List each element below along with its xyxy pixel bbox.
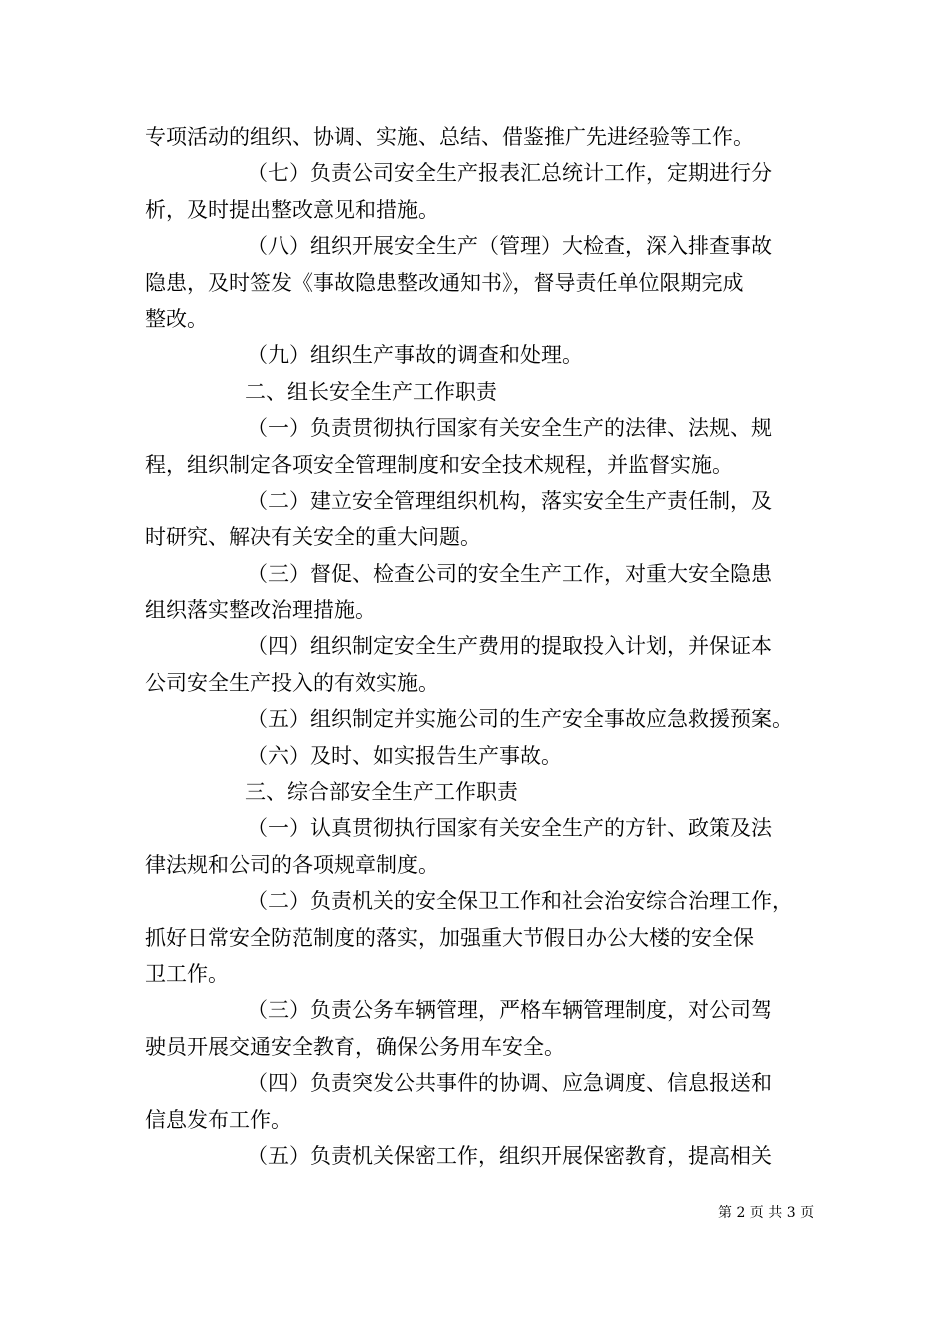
text-line: 三、综合部安全生产工作职责 <box>245 780 518 805</box>
text-line: （一）认真贯彻执行国家有关安全生产的方针、政策及法 <box>247 816 772 841</box>
text-line: （八）组织开展安全生产（管理）大检查，深入排查事故 <box>247 234 772 259</box>
text-line: 驶员开展交通安全教育，确保公务用车安全。 <box>145 1034 565 1059</box>
text-line: 抓好日常安全防范制度的落实，加强重大节假日办公大楼的安全保 <box>145 925 754 950</box>
page-number-footer: 第 2 页 共 3 页 <box>718 1205 815 1221</box>
text-line: 律法规和公司的各项规章制度。 <box>145 852 439 877</box>
text-line: 二、组长安全生产工作职责 <box>245 379 497 404</box>
text-line: 时研究、解决有关安全的重大问题。 <box>145 525 481 550</box>
text-line: （五）负责机关保密工作，组织开展保密教育，提高相关 <box>247 1143 772 1168</box>
text-line: 组织落实整改治理措施。 <box>145 598 376 623</box>
text-line: （四）组织制定安全生产费用的提取投入计划，并保证本 <box>247 634 772 659</box>
text-line: 程，组织制定各项安全管理制度和安全技术规程，并监督实施。 <box>145 452 733 477</box>
text-line: （六）及时、如实报告生产事故。 <box>247 743 562 768</box>
text-line: 信息发布工作。 <box>145 1107 292 1132</box>
text-line: （九）组织生产事故的调查和处理。 <box>247 343 583 368</box>
text-line: 整改。 <box>145 306 208 331</box>
text-line: （二）建立安全管理组织机构，落实安全生产责任制，及 <box>247 488 772 513</box>
text-line: （五）组织制定并实施公司的生产安全事故应急救援预案。 <box>247 707 793 732</box>
text-line: （三）负责公务车辆管理，严格车辆管理制度，对公司驾 <box>247 998 772 1023</box>
text-line: （三）督促、检查公司的安全生产工作，对重大安全隐患 <box>247 561 772 586</box>
text-line: （七）负责公司安全生产报表汇总统计工作，定期进行分 <box>247 161 772 186</box>
text-line: 析，及时提出整改意见和措施。 <box>145 197 439 222</box>
text-line: （四）负责突发公共事件的协调、应急调度、信息报送和 <box>247 1071 772 1096</box>
text-line: （一）负责贯彻执行国家有关安全生产的法律、法规、规 <box>247 416 772 441</box>
text-line: 隐患，及时签发《事故隐患整改通知书》，督导责任单位限期完成 <box>145 270 744 295</box>
text-line: 卫工作。 <box>145 961 229 986</box>
text-line: 公司安全生产投入的有效实施。 <box>145 670 439 695</box>
text-line: 专项活动的组织、协调、实施、总结、借鉴推广先进经验等工作。 <box>145 125 754 149</box>
document-body <box>145 119 810 1174</box>
text-line: （二）负责机关的安全保卫工作和社会治安综合治理工作， <box>247 889 793 914</box>
